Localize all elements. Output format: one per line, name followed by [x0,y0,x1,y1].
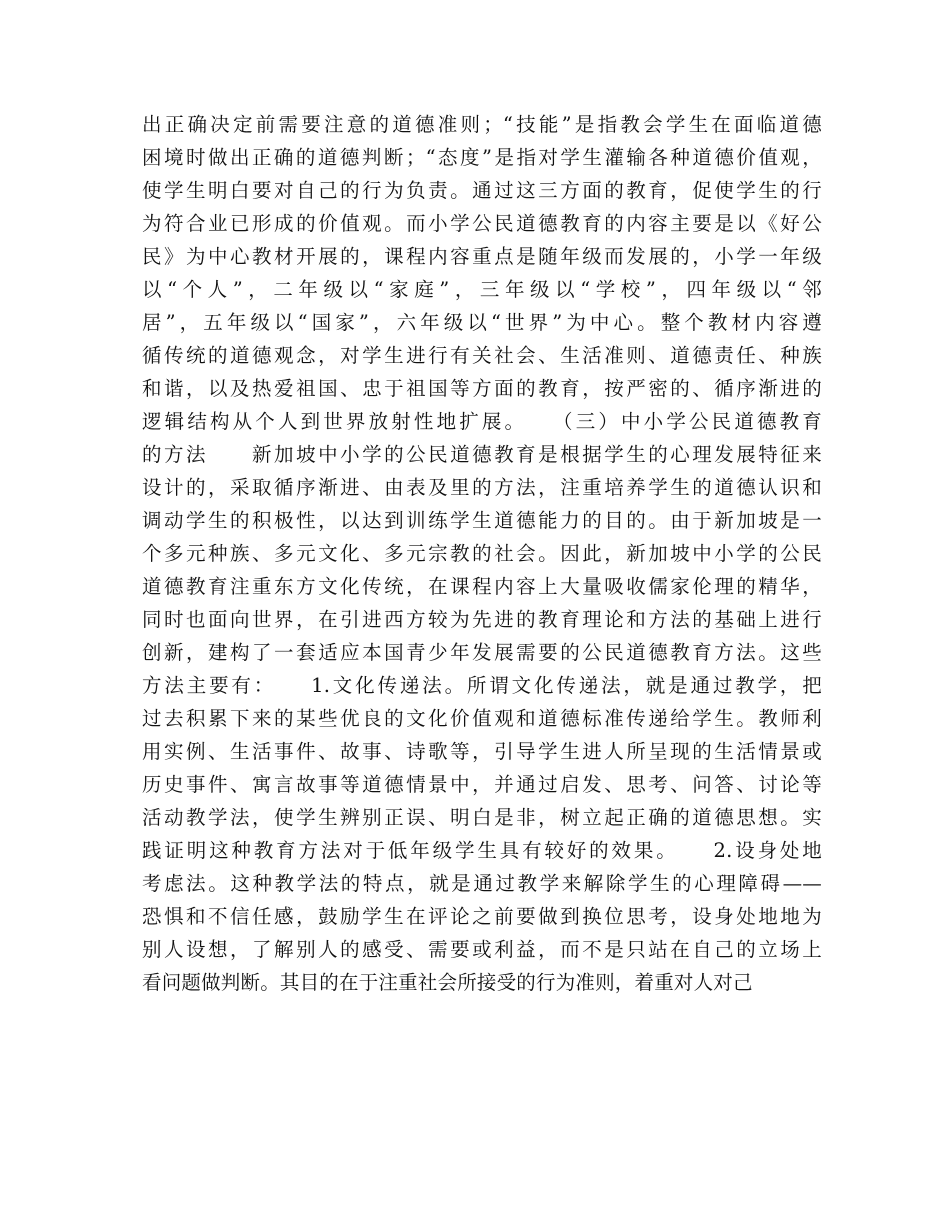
text-line: 设计的，采取循序渐进、由表及里的方法，注重培养学生的道德认识和 [142,476,822,499]
text-line: 为符合业已形成的价值观。而小学公民道德教育的内容主要是以《好公 [142,212,822,235]
text-line: 践证明这种教育方法对于低年级学生具有较好的效果。 2.设身处地 [142,839,822,862]
text-line: 的方法 新加坡中小学的公民道德教育是根据学生的心理发展特征来 [142,443,822,466]
text-line: 以“个人”，二年级以“家庭”，三年级以“学校”，四年级以“邻 [142,278,822,301]
text-line: 出正确决定前需要注意的道德准则；“技能”是指教会学生在面临道德 [142,113,822,136]
text-line: 别人设想，了解别人的感受、需要或利益，而不是只站在自己的立场上 [142,938,822,961]
text-line: 逻辑结构从个人到世界放射性地扩展。 （三）中小学公民道德教育 [142,410,822,433]
text-line: 和谐，以及热爱祖国、忠于祖国等方面的教育，按严密的、循序渐进的 [142,377,822,400]
text-line: 道德教育注重东方文化传统，在课程内容上大量吸收儒家伦理的精华， [142,575,822,598]
text-line: 调动学生的积极性，以达到训练学生道德能力的目的。由于新加坡是一 [142,509,822,532]
text-line: 用实例、生活事件、故事、诗歌等，引导学生进人所呈现的生活情景或 [142,740,822,763]
text-line: 看问题做判断。其目的在于注重社会所接受的行为准则，着重对人对己 [142,971,753,994]
text-line: 居”，五年级以“国家”，六年级以“世界”为中心。整个教材内容遵 [142,311,822,334]
text-line: 考虑法。这种教学法的特点，就是通过教学来解除学生的心理障碍—— [142,872,822,895]
text-line: 方法主要有： 1.文化传递法。所谓文化传递法，就是通过教学，把 [142,674,822,697]
text-line: 创新，建构了一套适应本国青少年发展需要的公民道德教育方法。这些 [142,641,822,664]
body-text [142,108,822,999]
text-line: 个多元种族、多元文化、多元宗教的社会。因此，新加坡中小学的公民 [142,542,822,565]
text-line: 使学生明白要对自己的行为负责。通过这三方面的教育，促使学生的行 [142,179,822,202]
text-line: 困境时做出正确的道德判断；“态度”是指对学生灌输各种道德价值观， [142,146,822,169]
text-line: 过去积累下来的某些优良的文化价值观和道德标准传递给学生。教师利 [142,707,822,730]
text-line: 恐惧和不信任感，鼓励学生在评论之前要做到换位思考，设身处地地为 [142,905,822,928]
text-line: 历史事件、寓言故事等道德情景中，并通过启发、思考、问答、讨论等 [142,773,822,796]
text-line: 循传统的道德观念，对学生进行有关社会、生活准则、道德责任、种族 [142,344,822,367]
text-line: 民》为中心教材开展的，课程内容重点是随年级而发展的，小学一年级 [142,245,822,268]
text-line: 活动教学法，使学生辨别正误、明白是非，树立起正确的道德思想。实 [142,806,822,829]
text-line: 同时也面向世界，在引进西方较为先进的教育理论和方法的基础上进行 [142,608,822,631]
